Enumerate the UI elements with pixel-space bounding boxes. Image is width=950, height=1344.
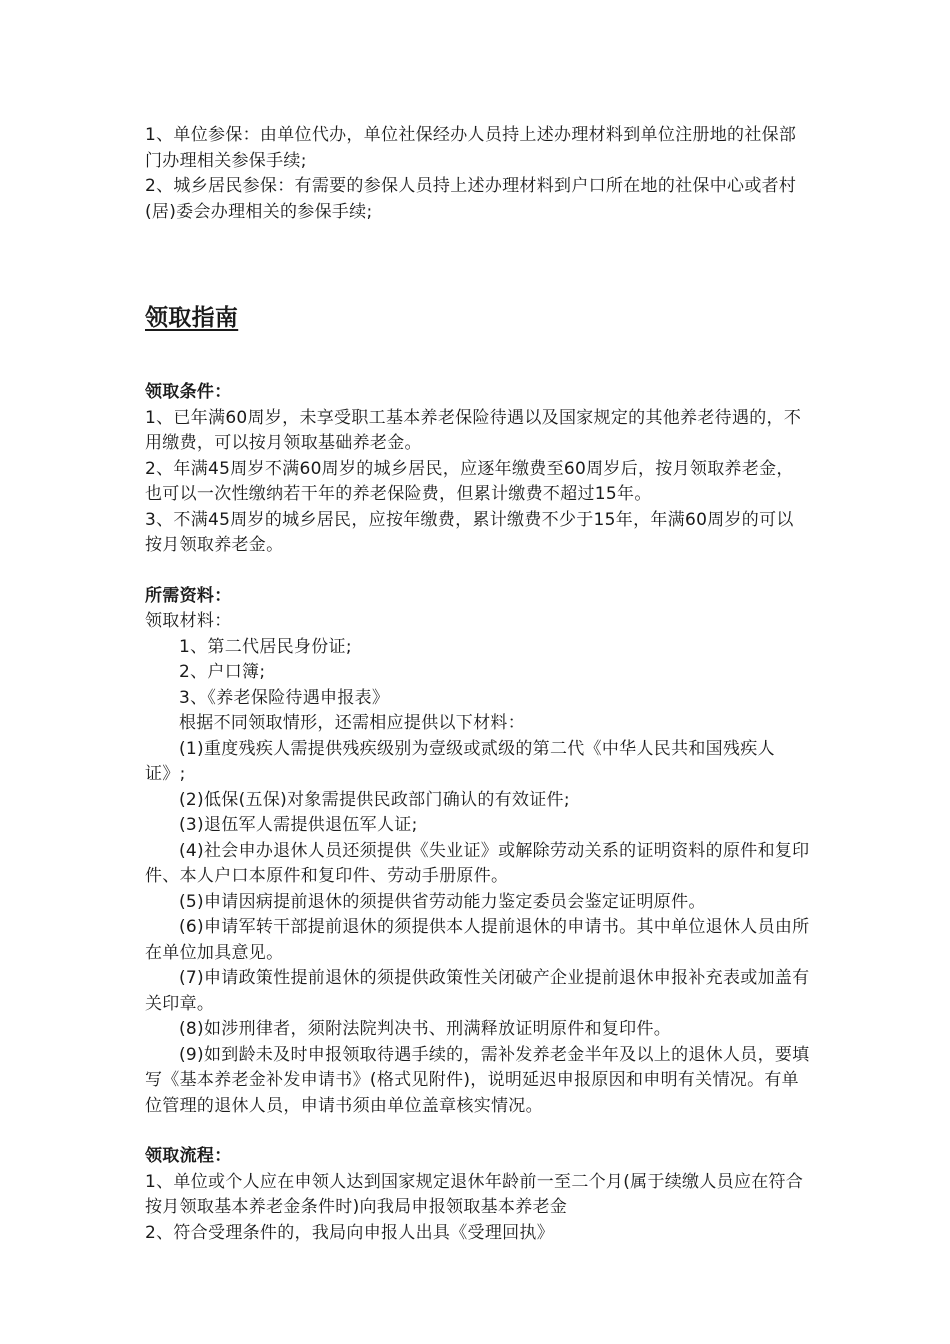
materials-subheading: 领取材料： bbox=[145, 611, 232, 631]
intro-paragraph-1: 1、单位参保：由单位代办，单位社保经办人员持上述办理材料到单位注册地的社保部门办理相关参保手续; bbox=[145, 125, 797, 171]
basic-material-item: 3、《养老保险待遇申报表》 bbox=[179, 687, 390, 708]
extra-material-item: (9)如到龄未及时申报领取待遇手续的，需补发养老金半年及以上的退休人员，要填写《基本养老金补发申请书》(格式见附件)，说明延迟申报原因和申明有关情况。有单位管理的退休人员，申请书须由单位盖章核实情况。 bbox=[145, 1044, 810, 1116]
extra-materials-intro: 根据不同领取情形，还需相应提供以下材料： bbox=[179, 713, 525, 733]
process-item: 1、单位或个人应在申领人达到国家规定退休年龄前一至二个月(属于续缴人员应在符合按月领取基本养老金条件时)向我局申报领取基本养老金 bbox=[145, 1171, 804, 1217]
process-item: 2、符合受理条件的，我局向申报人出具《受理回执》 bbox=[145, 1222, 555, 1243]
process-heading: 领取流程： bbox=[145, 1146, 232, 1166]
extra-material-item: (7)申请政策性提前退休的须提供政策性关闭破产企业提前退休申报补充表或加盖有关印章。 bbox=[145, 968, 810, 1014]
extra-material-item: (3)退伍军人需提供退伍军人证; bbox=[179, 815, 418, 835]
condition-item: 3、不满45周岁的城乡居民，应按年缴费，累计缴费不少于15年，年满60周岁的可以按月领取养老金。 bbox=[145, 509, 794, 555]
section-title: 领取指南 bbox=[145, 305, 239, 331]
condition-item: 1、已年满60周岁，未享受职工基本养老保险待遇以及国家规定的其他养老待遇的，不用缴费，可以按月领取基础养老金。 bbox=[145, 407, 802, 453]
materials-heading: 所需资料： bbox=[145, 585, 232, 606]
document-body bbox=[145, 123, 810, 1246]
condition-item: 2、年满45周岁不满60周岁的城乡居民，应逐年缴费至60周岁后，按月领取养老金，也可以一次性缴纳若干年的养老保险费，但累计缴费不超过15年。 bbox=[145, 458, 794, 504]
basic-material-item: 2、户口簿; bbox=[179, 662, 266, 682]
extra-material-item: (1)重度残疾人需提供残疾级别为壹级或贰级的第二代《中华人民共和国残疾人证》; bbox=[145, 738, 775, 784]
extra-material-item: (4)社会申办退休人员还须提供《失业证》或解除劳动关系的证明资料的原件和复印件、本人户口本原件和复印件、劳动手册原件。 bbox=[145, 840, 810, 886]
extra-material-item: (2)低保(五保)对象需提供民政部门确认的有效证件; bbox=[179, 789, 570, 810]
basic-material-item: 1、第二代居民身份证; bbox=[179, 636, 352, 657]
extra-material-item: (5)申请因病提前退休的须提供省劳动能力鉴定委员会鉴定证明原件。 bbox=[179, 891, 706, 912]
conditions-heading: 领取条件： bbox=[145, 382, 232, 402]
extra-material-item: (6)申请军转干部提前退休的须提供本人提前退休的申请书。其中单位退休人员由所在单位加具意见。 bbox=[145, 917, 810, 963]
extra-material-item: (8)如涉刑律者，须附法院判决书、刑满释放证明原件和复印件。 bbox=[179, 1019, 672, 1039]
intro-paragraph-2: 2、城乡居民参保：有需要的参保人员持上述办理材料到户口所在地的社保中心或者村(居)委会办理相关的参保手续; bbox=[145, 176, 797, 222]
